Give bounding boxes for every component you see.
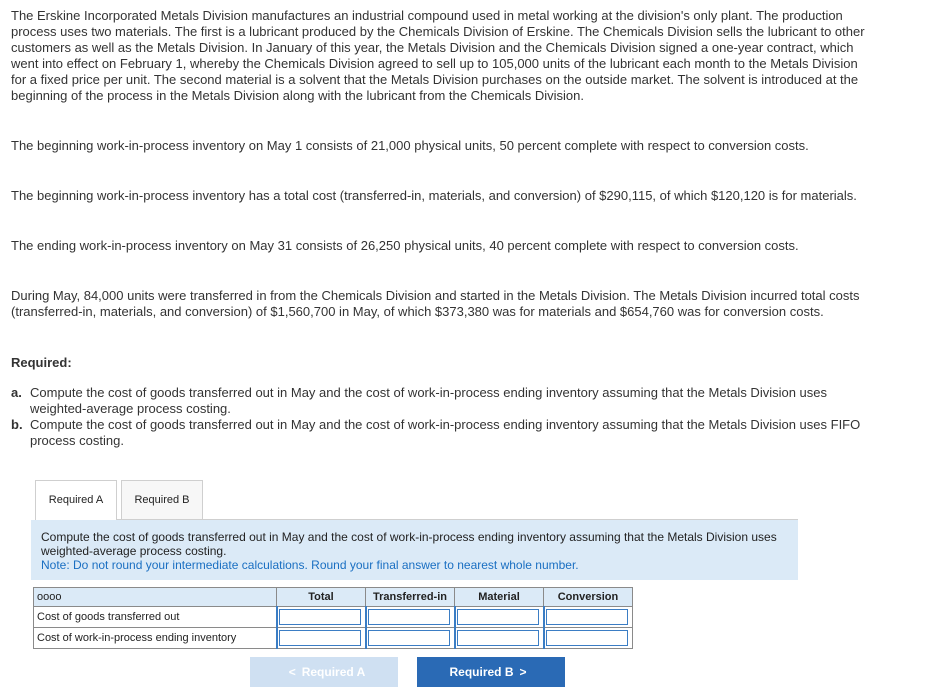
transferred-out-material-input[interactable]: [457, 609, 539, 625]
required-list: [11, 385, 861, 449]
transferred-out-transferred-in-input[interactable]: [368, 609, 450, 625]
ending-wip-conversion-input[interactable]: [546, 630, 628, 646]
row-label-ending-wip: Cost of work-in-process ending inventory: [34, 628, 277, 649]
problem-paragraph-5: During May, 84,000 units were transferred in from the Chemicals Division and started in the Metals Division. The Metals Division incurred total costs (transferred-in, materials, and conversion) of $1,560,700 in May, of which $373,380 was for materials and $654,760 was for conversion costs.: [11, 288, 860, 319]
transferred-out-total-input[interactable]: [279, 609, 361, 625]
transferred-out-conversion-input[interactable]: [546, 609, 628, 625]
table-row: [34, 628, 633, 649]
ending-wip-transferred-in-input[interactable]: [368, 630, 450, 646]
table-row: [34, 607, 633, 628]
column-header-transferred-in: Transferred-in: [366, 588, 455, 607]
problem-paragraph-3: The beginning work-in-process inventory has a total cost (transferred-in, materials, and conversion) of $290,115, of which $120,120 is for materials.: [11, 188, 857, 203]
instruction-panel: [31, 520, 798, 580]
chevron-left-icon: <: [288, 665, 296, 679]
column-header-conversion: Conversion: [544, 588, 633, 607]
prev-button-label: Required A: [301, 665, 366, 679]
required-heading: Required:: [11, 355, 72, 370]
required-item-text: Compute the cost of goods transferred out in May and the cost of work-in-process ending inventory assuming that the Metals Division uses weighted-average process costing.: [30, 385, 828, 416]
required-item-a: [11, 385, 861, 417]
tab-required-b[interactable]: Required B: [121, 480, 203, 519]
table-corner-label: oooo: [34, 588, 277, 607]
table-header-row: [34, 588, 633, 607]
required-item-text: Compute the cost of goods transferred out in May and the cost of work-in-process ending inventory assuming that the Metals Division uses FIFO process costing.: [30, 417, 861, 448]
required-item-letter: a.: [11, 385, 22, 400]
tab-required-a[interactable]: Required A: [35, 480, 117, 521]
column-header-material: Material: [455, 588, 544, 607]
answer-table: [33, 587, 633, 649]
required-item-letter: b.: [11, 417, 23, 432]
problem-paragraph-1: The Erskine Incorporated Metals Division manufactures an industrial compound used in metal working at the division's only plant. The production process uses two materials. The first is a lubricant produced by the Chemicals Division of Erskine. The Chemicals Division sells the lubricant to other customers as well as the Metals Division. In January of this year, the Metals Division and the Chemicals Division signed a one-year contract, which went into effect on February 1, whereby the Chemicals Division agreed to sell up to 105,000 units of the lubricant each month to the Metals Division for a fixed price per unit. The second material is a solvent that the Metals Division purchases on the outside market. The solvent is introduced at the beginning of the process in the Metals Division along with the lubricant from the Chemicals Division.: [11, 8, 865, 103]
problem-paragraph-4: The ending work-in-process inventory on May 31 consists of 26,250 physical units, 40 percent complete with respect to conversion costs.: [11, 238, 799, 253]
next-required-b-button[interactable]: [417, 657, 565, 687]
next-button-label: Required B: [449, 665, 514, 679]
column-header-total: Total: [277, 588, 366, 607]
prev-required-a-button[interactable]: [250, 657, 398, 687]
ending-wip-total-input[interactable]: [279, 630, 361, 646]
required-item-b: [11, 417, 861, 449]
instruction-note: Note: Do not round your intermediate calculations. Round your final answer to nearest whole number.: [41, 558, 579, 572]
ending-wip-material-input[interactable]: [457, 630, 539, 646]
chevron-right-icon: >: [519, 665, 527, 679]
row-label-transferred-out: Cost of goods transferred out: [34, 607, 277, 628]
instruction-text: Compute the cost of goods transferred out in May and the cost of work-in-process ending inventory assuming that the Metals Division uses weighted-average process costing.: [41, 530, 777, 558]
problem-paragraph-2: The beginning work-in-process inventory on May 1 consists of 21,000 physical units, 50 percent complete with respect to conversion costs.: [11, 138, 809, 153]
